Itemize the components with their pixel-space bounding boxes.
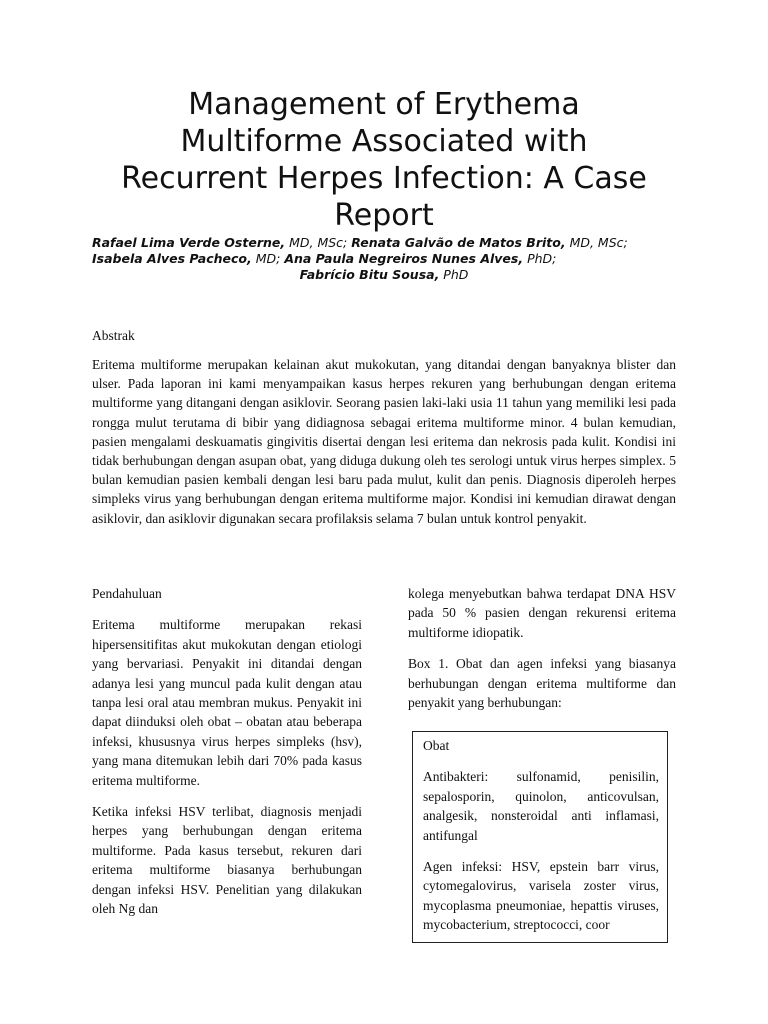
intro-paragraph-2: Ketika infeksi HSV terlibat, diagnosis menjadi herpes yang berhubungan dengan eritema multiforme. Pada kasus tersebut, rekuren dari eritema multiforme biasanya berhubungan dengan infeksi HSV. Penelitian yang dilakukan oleh Ng dan [92, 804, 362, 917]
author-name: Isabela Alves Pacheco, [92, 251, 252, 266]
author-line-1 [92, 235, 676, 251]
author-line-3 [92, 267, 676, 283]
abstract-text: Eritema multiforme merupakan kelainan akut mukokutan, yang ditandai dengan banyaknya blister dan ulser. Pada laporan ini kami menyampaikan kasus herpes rekuren yang berhubungan dengan eritema multiforme yang ditangani dengan asiklovir. Seorang pasien laki-laki usia 11 tahun yang memiliki lesi pada rongga mulut terutama di bibir yang didiagnosa sebagai eritema multiforme minor. 4 bulan kemudian, pasien mengalami deskuamatis gingivitis disertai dengan lesi eritema dan nekrosis pada kulit. Kondisi ini tidak berhubungan dengan asupan obat, yang diduga dukung oleh tes serologi untuk virus herpes simplex. 5 bulan kemudian pasien kembali dengan lesi baru pada mulut, kulit dan penis. Diagnosis diperoleh herpes simpleks virus yang berhubungan dengan eritema multiforme major. Kondisi ini kemudian dirawat dengan asiklovir, dan asiklovir digunakan secara profilaksis selama 7 bulan untuk kontrol penyakit. [92, 357, 676, 526]
box-caption: Box 1. Obat dan agen infeksi yang biasanya berhubungan dengan eritema multiforme dan penyakit yang berhubungan: [408, 656, 676, 711]
abstract-heading: Abstrak [92, 328, 135, 343]
box-infectious-list: Agen infeksi: HSV, epstein barr virus, cytomegalovirus, varisela zoster virus, mycoplasma pneumoniae, hepattis viruses, mycobacterium, streptococci, coor [423, 859, 659, 933]
paper-title: Management of Erythema Multiforme Associated with Recurrent Herpes Infection: A Case Report [121, 87, 647, 233]
author-degree: MD, MSc; [285, 235, 352, 250]
box-antibacterial-list: Antibakteri: sulfonamid, penisilin, sepalosporin, quinolon, anticovulsan, analgesik, nonsteroidal anti inflamasi, antifungal [423, 769, 659, 843]
box-1 [412, 731, 668, 943]
left-column [92, 584, 362, 934]
author-line-2 [92, 251, 676, 267]
box-heading: Obat [423, 738, 450, 753]
author-degree: PhD [439, 267, 469, 282]
author-name: Rafael Lima Verde Osterne, [92, 235, 286, 250]
intro-heading: Pendahuluan [92, 586, 162, 601]
author-name: Renata Galvão de Matos Brito, [351, 235, 566, 250]
author-degree: MD; [251, 251, 285, 266]
author-name: Ana Paula Negreiros Nunes Alves, [284, 251, 524, 266]
author-degree: MD, MSc; [565, 235, 628, 250]
author-name: Fabrício Bitu Sousa, [299, 267, 440, 282]
right-paragraph-1: kolega menyebutkan bahwa terdapat DNA HSV pada 50 % pasien dengan rekurensi eritema multiforme idiopatik. [408, 586, 676, 640]
intro-paragraph-1: Eritema multiforme merupakan rekasi hipersensitifitas akut mukokutan dengan etiologi yang bervariasi. Penyakit ini ditandai dengan adanya lesi yang muncul pada kulit dengan atau tanpa lesi oral atau membran mukus. Penyakit ini dapat diinduksi oleh obat – obatan atau beberapa infeksi, khususnya virus herpes simpleks (hsv), yang mana ditemukan lebih dari 70% pada kasus eritema multiforme. [92, 617, 362, 788]
author-degree: PhD; [523, 251, 557, 266]
author-list [92, 235, 676, 283]
right-column [408, 584, 676, 712]
